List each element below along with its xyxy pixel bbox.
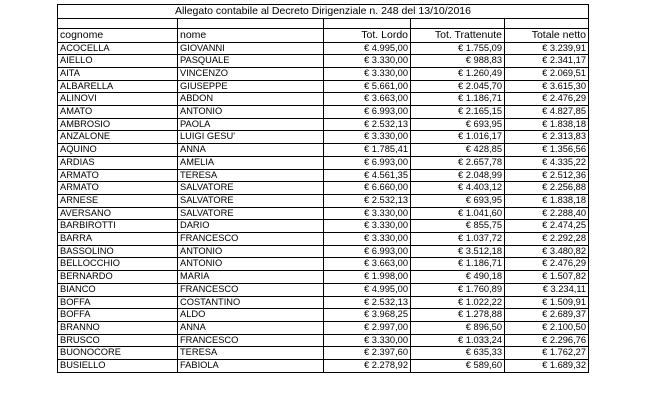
cell-cognome: BELLOCCHIO — [58, 258, 178, 271]
cell-totale-netto: € 3.480,82 — [505, 245, 589, 258]
cell-cognome: BARRA — [58, 233, 178, 246]
cell-tot-trattenute: € 1.760,89 — [411, 283, 505, 296]
blank-cell — [411, 19, 505, 29]
header-tot-lordo: Tot. Lordo — [324, 29, 411, 43]
cell-cognome: AITA — [58, 67, 178, 80]
table-row — [58, 118, 589, 131]
cell-tot-lordo: € 4.995,00 — [324, 283, 411, 296]
cell-tot-lordo: € 6.660,00 — [324, 182, 411, 195]
cell-cognome: BIANCO — [58, 283, 178, 296]
cell-tot-lordo: € 2.532,13 — [324, 296, 411, 309]
table-row — [58, 67, 589, 80]
cell-totale-netto: € 4.827,85 — [505, 106, 589, 119]
cell-totale-netto: € 2.292,28 — [505, 233, 589, 246]
blank-row — [58, 19, 589, 29]
table-row — [58, 42, 589, 55]
cell-cognome: AMBROSIO — [58, 118, 178, 131]
cell-tot-trattenute: € 589,60 — [411, 360, 505, 373]
table-row — [58, 360, 589, 373]
cell-cognome: BRANNO — [58, 321, 178, 334]
cell-nome: ANNA — [178, 321, 324, 334]
cell-tot-trattenute: € 1.016,17 — [411, 131, 505, 144]
cell-totale-netto: € 3.615,30 — [505, 80, 589, 93]
cell-tot-trattenute: € 693,95 — [411, 118, 505, 131]
cell-nome: PASQUALE — [178, 55, 324, 68]
cell-tot-trattenute: € 635,33 — [411, 347, 505, 360]
cell-nome: PAOLA — [178, 118, 324, 131]
header-tot-trattenute: Tot. Trattenute — [411, 29, 505, 43]
cell-nome: ALDO — [178, 309, 324, 322]
cell-totale-netto: € 1.507,82 — [505, 271, 589, 284]
cell-tot-lordo: € 3.330,00 — [324, 207, 411, 220]
table-row — [58, 309, 589, 322]
cell-tot-lordo: € 3.330,00 — [324, 220, 411, 233]
cell-tot-lordo: € 2.278,92 — [324, 360, 411, 373]
cell-cognome: AVERSANO — [58, 207, 178, 220]
cell-tot-lordo: € 5.661,00 — [324, 80, 411, 93]
cell-nome: ANTONIO — [178, 245, 324, 258]
cell-totale-netto: € 1.838,18 — [505, 194, 589, 207]
spreadsheet — [57, 4, 588, 373]
cell-nome: ANTONIO — [178, 106, 324, 119]
cell-totale-netto: € 2.474,25 — [505, 220, 589, 233]
cell-cognome: ARMATO — [58, 169, 178, 182]
cell-tot-trattenute: € 988,83 — [411, 55, 505, 68]
cell-tot-lordo: € 4.561,35 — [324, 169, 411, 182]
cell-totale-netto: € 2.296,76 — [505, 334, 589, 347]
header-nome: nome — [178, 29, 324, 43]
cell-totale-netto: € 2.100,50 — [505, 321, 589, 334]
cell-cognome: BUONOCORE — [58, 347, 178, 360]
cell-nome: DARIO — [178, 220, 324, 233]
cell-tot-trattenute: € 2.657,78 — [411, 156, 505, 169]
cell-tot-lordo: € 3.330,00 — [324, 67, 411, 80]
cell-tot-lordo: € 4.995,00 — [324, 42, 411, 55]
blank-cell — [324, 19, 411, 29]
table-row — [58, 321, 589, 334]
payment-table — [57, 4, 589, 373]
table-row — [58, 296, 589, 309]
cell-tot-lordo: € 1.998,00 — [324, 271, 411, 284]
cell-tot-lordo: € 2.532,13 — [324, 118, 411, 131]
cell-tot-lordo: € 3.330,00 — [324, 334, 411, 347]
cell-cognome: BASSOLINO — [58, 245, 178, 258]
table-row — [58, 258, 589, 271]
cell-tot-lordo: € 3.330,00 — [324, 233, 411, 246]
cell-totale-netto: € 2.476,29 — [505, 258, 589, 271]
table-row — [58, 182, 589, 195]
cell-cognome: BOFFA — [58, 309, 178, 322]
table-row — [58, 283, 589, 296]
cell-tot-trattenute: € 1.755,09 — [411, 42, 505, 55]
table-row — [58, 106, 589, 119]
cell-cognome: ALINOVI — [58, 93, 178, 106]
cell-tot-trattenute: € 1.278,88 — [411, 309, 505, 322]
cell-cognome: AQUINO — [58, 144, 178, 157]
cell-totale-netto: € 2.069,51 — [505, 67, 589, 80]
cell-totale-netto: € 1.762,27 — [505, 347, 589, 360]
table-row — [58, 55, 589, 68]
cell-totale-netto: € 3.239,91 — [505, 42, 589, 55]
cell-cognome: BUSIELLO — [58, 360, 178, 373]
table-row — [58, 93, 589, 106]
cell-nome: AMELIA — [178, 156, 324, 169]
cell-tot-trattenute: € 2.165,15 — [411, 106, 505, 119]
cell-tot-lordo: € 3.663,00 — [324, 93, 411, 106]
table-row — [58, 347, 589, 360]
cell-totale-netto: € 1.356,56 — [505, 144, 589, 157]
cell-nome: MARIA — [178, 271, 324, 284]
cell-tot-trattenute: € 3.512,18 — [411, 245, 505, 258]
cell-totale-netto: € 2.256,88 — [505, 182, 589, 195]
table-row — [58, 334, 589, 347]
cell-tot-lordo: € 3.330,00 — [324, 55, 411, 68]
cell-tot-lordo: € 6.993,00 — [324, 245, 411, 258]
cell-totale-netto: € 3.234,11 — [505, 283, 589, 296]
document-title: Allegato contabile al Decreto Dirigenziale n. 248 del 13/10/2016 — [58, 5, 589, 19]
cell-cognome: AMATO — [58, 106, 178, 119]
cell-tot-trattenute: € 855,75 — [411, 220, 505, 233]
cell-nome: SALVATORE — [178, 182, 324, 195]
cell-cognome: ACOCELLA — [58, 42, 178, 55]
cell-tot-trattenute: € 490,18 — [411, 271, 505, 284]
cell-nome: FRANCESCO — [178, 233, 324, 246]
cell-totale-netto: € 1.509,91 — [505, 296, 589, 309]
cell-nome: SALVATORE — [178, 207, 324, 220]
blank-cell — [505, 19, 589, 29]
cell-nome: TERESA — [178, 169, 324, 182]
cell-tot-trattenute: € 1.186,71 — [411, 93, 505, 106]
cell-tot-lordo: € 2.997,00 — [324, 321, 411, 334]
cell-totale-netto: € 2.341,17 — [505, 55, 589, 68]
table-row — [58, 144, 589, 157]
cell-tot-trattenute: € 428,85 — [411, 144, 505, 157]
cell-totale-netto: € 4.335,22 — [505, 156, 589, 169]
cell-nome: TERESA — [178, 347, 324, 360]
cell-totale-netto: € 2.288,40 — [505, 207, 589, 220]
cell-tot-trattenute: € 1.041,60 — [411, 207, 505, 220]
cell-tot-trattenute: € 1.037,72 — [411, 233, 505, 246]
table-row — [58, 156, 589, 169]
header-cognome: cognome — [58, 29, 178, 43]
cell-cognome: BRUSCO — [58, 334, 178, 347]
cell-tot-trattenute: € 2.048,99 — [411, 169, 505, 182]
cell-cognome: ALBARELLA — [58, 80, 178, 93]
cell-tot-trattenute: € 2.045,70 — [411, 80, 505, 93]
cell-tot-lordo: € 2.532,13 — [324, 194, 411, 207]
title-row — [58, 5, 589, 19]
cell-totale-netto: € 1.838,18 — [505, 118, 589, 131]
table-row — [58, 271, 589, 284]
cell-cognome: ARDIAS — [58, 156, 178, 169]
cell-nome: SALVATORE — [178, 194, 324, 207]
cell-nome: FABIOLA — [178, 360, 324, 373]
cell-cognome: ARMATO — [58, 182, 178, 195]
header-row — [58, 29, 589, 43]
cell-tot-lordo: € 6.993,00 — [324, 106, 411, 119]
cell-tot-trattenute: € 1.186,71 — [411, 258, 505, 271]
cell-tot-trattenute: € 1.022,22 — [411, 296, 505, 309]
table-row — [58, 220, 589, 233]
cell-cognome: ARNESE — [58, 194, 178, 207]
cell-totale-netto: € 2.313,83 — [505, 131, 589, 144]
cell-nome: GIOVANNI — [178, 42, 324, 55]
table-row — [58, 131, 589, 144]
cell-totale-netto: € 2.689,37 — [505, 309, 589, 322]
blank-cell — [58, 19, 178, 29]
cell-nome: ABDON — [178, 93, 324, 106]
cell-nome: ANNA — [178, 144, 324, 157]
blank-cell — [178, 19, 324, 29]
cell-nome: VINCENZO — [178, 67, 324, 80]
cell-cognome: BOFFA — [58, 296, 178, 309]
cell-tot-lordo: € 3.330,00 — [324, 131, 411, 144]
cell-tot-lordo: € 1.785,41 — [324, 144, 411, 157]
cell-nome: GIUSEPPE — [178, 80, 324, 93]
cell-tot-lordo: € 2.397,60 — [324, 347, 411, 360]
cell-totale-netto: € 1.689,32 — [505, 360, 589, 373]
cell-tot-trattenute: € 693,95 — [411, 194, 505, 207]
cell-cognome: BERNARDO — [58, 271, 178, 284]
table-row — [58, 207, 589, 220]
table-row — [58, 169, 589, 182]
table-row — [58, 80, 589, 93]
cell-tot-trattenute: € 1.260,49 — [411, 67, 505, 80]
cell-totale-netto: € 2.512,36 — [505, 169, 589, 182]
table-row — [58, 233, 589, 246]
cell-nome: FRANCESCO — [178, 334, 324, 347]
cell-nome: LUIGI GESU' — [178, 131, 324, 144]
cell-tot-trattenute: € 896,50 — [411, 321, 505, 334]
cell-nome: ANTONIO — [178, 258, 324, 271]
table-row — [58, 245, 589, 258]
cell-cognome: AIELLO — [58, 55, 178, 68]
cell-nome: COSTANTINO — [178, 296, 324, 309]
header-totale-netto: Totale netto — [505, 29, 589, 43]
cell-cognome: ANZALONE — [58, 131, 178, 144]
table-row — [58, 194, 589, 207]
cell-tot-trattenute: € 4.403,12 — [411, 182, 505, 195]
cell-cognome: BARBIROTTI — [58, 220, 178, 233]
cell-tot-trattenute: € 1.033,24 — [411, 334, 505, 347]
cell-tot-lordo: € 3.968,25 — [324, 309, 411, 322]
cell-tot-lordo: € 3.663,00 — [324, 258, 411, 271]
cell-nome: FRANCESCO — [178, 283, 324, 296]
cell-totale-netto: € 2.476,29 — [505, 93, 589, 106]
cell-tot-lordo: € 6.993,00 — [324, 156, 411, 169]
